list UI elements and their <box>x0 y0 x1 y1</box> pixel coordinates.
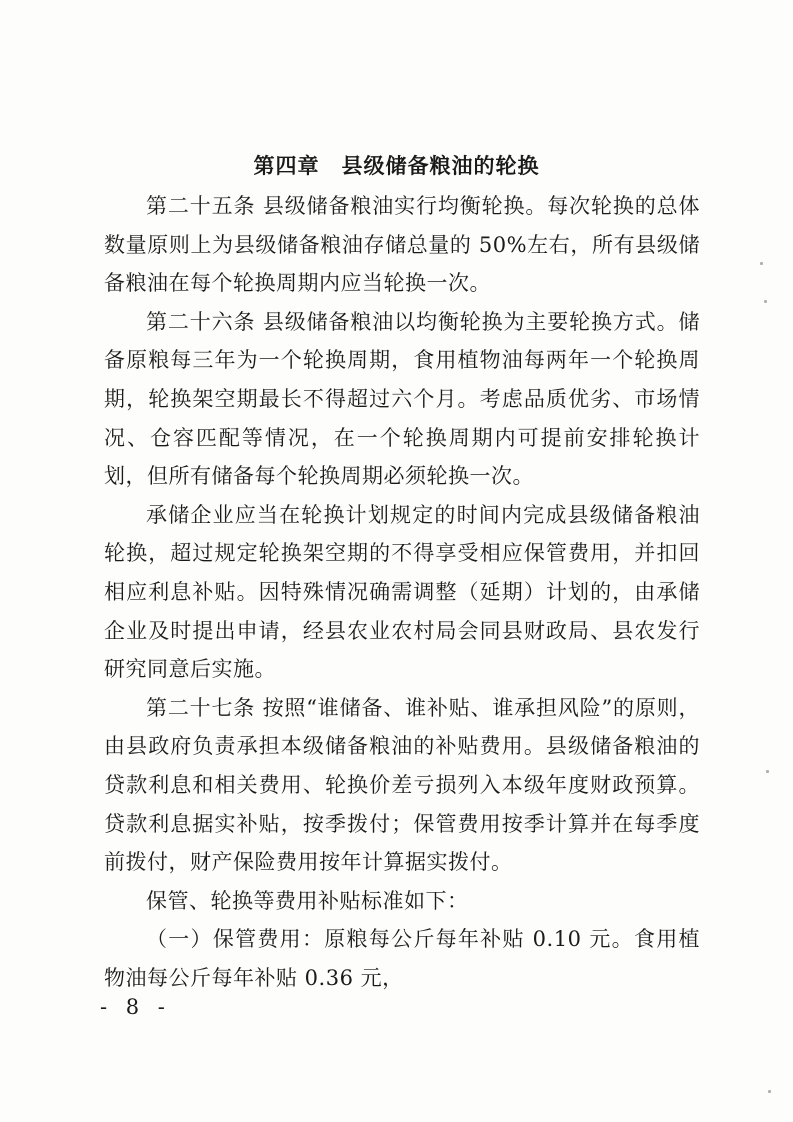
page-number: - 8 - <box>100 995 171 1019</box>
scan-speck <box>768 1090 771 1093</box>
paragraph-article-25: 第二十五条 县级储备粮油实行均衡轮换。每次轮换的总体数量原则上为县级储备粮油存储总量的 50%左右，所有县级储备粮油在每个轮换周期内应当轮换一次。 <box>104 194 700 296</box>
paragraph-rotation-deadline: 承储企业应当在轮换计划规定的时间内完成县级储备粮油轮换，超过规定轮换架空期的不得享受相应保管费用，并扣回相应利息补贴。因特殊情况确需调整（延期）计划的，由承储企业及时提出申请，经县农业农村局会同县财政局、县农发行研究同意后实施。 <box>104 502 700 682</box>
scan-speck <box>766 770 769 773</box>
body-text <box>104 187 700 997</box>
chapter-title: 第四章 县级储备粮油的轮换 <box>253 154 540 178</box>
scan-speck <box>764 300 767 303</box>
paragraph-storage-fee: （一）保管费用：原粮每公斤每年补贴 0.10 元。食用植物油每公斤每年补贴 0.36 元， <box>104 927 700 990</box>
scan-speck <box>760 262 763 265</box>
paragraph-subsidy-standards: 保管、轮换等费用补贴标准如下： <box>146 888 469 913</box>
paragraph-article-27: 第二十七条 按照“谁储备、谁补贴、谁承担风险”的原则，由县政府负责承担本级储备粮油的补贴费用。县级储备粮油的贷款利息和相关费用、轮换价差亏损列入本级年度财政预算。贷款利息据实补贴，按季拨付；保管费用按季计算并在每季度前拨付，财产保险费用按年计算据实拨付。 <box>104 695 700 875</box>
paragraph-article-26: 第二十六条 县级储备粮油以均衡轮换为主要轮换方式。储备原粮每三年为一个轮换周期，食用植物油每两年一个轮换周期，轮换架空期最长不得超过六个月。考虑品质优劣、市场情况、仓容匹配等情况，在一个轮换周期内可提前安排轮换计划，但所有储备每个轮换周期必须轮换一次。 <box>104 309 700 489</box>
